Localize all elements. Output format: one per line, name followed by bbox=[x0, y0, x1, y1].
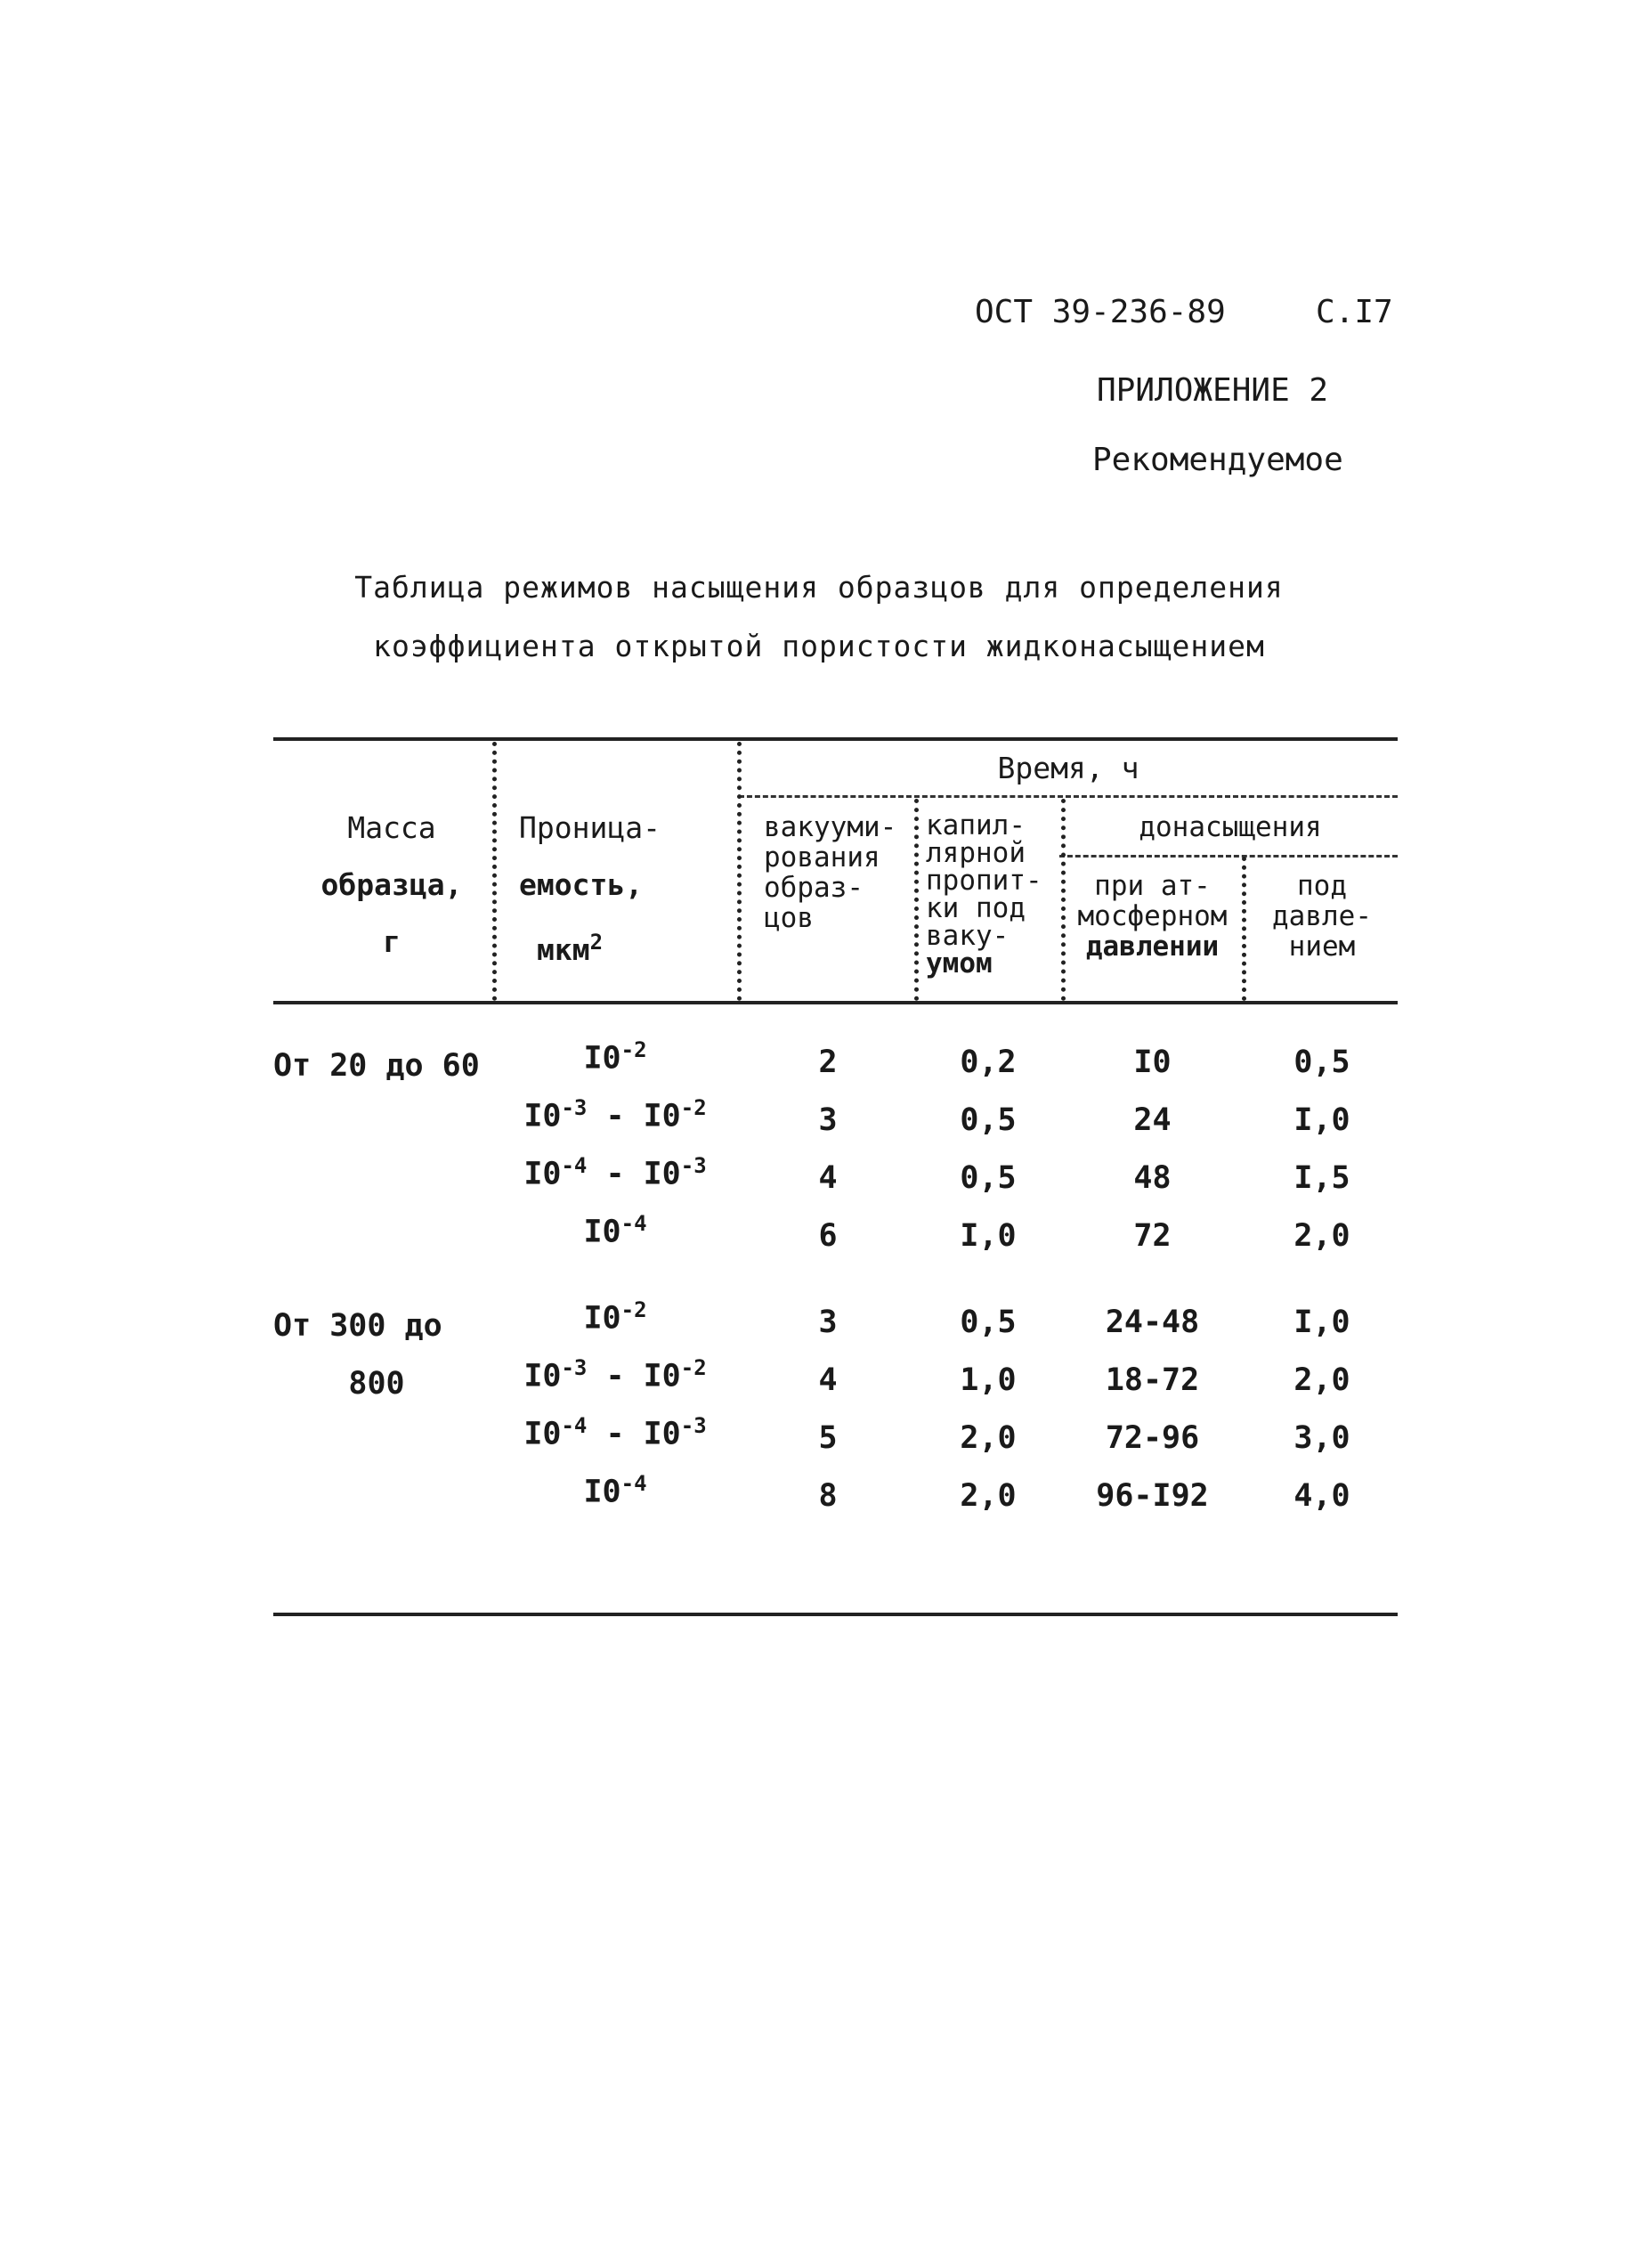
power-exponent: -2 bbox=[680, 1095, 707, 1120]
vac-cell: 3 bbox=[818, 1102, 838, 1138]
press-cell: I,5 bbox=[1293, 1160, 1350, 1196]
permeability-cell bbox=[494, 1471, 736, 1510]
power-exponent: -4 bbox=[620, 1211, 647, 1236]
permeability-cell bbox=[494, 1297, 736, 1337]
header-atmospheric: при ат- мосферном давлении bbox=[1077, 870, 1228, 963]
table-title-line-1: Таблица режимов насыщения образцов для определения bbox=[354, 570, 1284, 605]
atm-cell: 72 bbox=[1133, 1218, 1172, 1254]
power-base: I0 bbox=[643, 1156, 681, 1192]
power-base: I0 bbox=[583, 1214, 621, 1250]
permeability-cell bbox=[494, 1153, 736, 1192]
press-cell: 4,0 bbox=[1293, 1478, 1350, 1514]
col-divider bbox=[492, 742, 497, 1001]
power-exponent: -4 bbox=[620, 1471, 647, 1496]
vac-cell: 3 bbox=[818, 1305, 838, 1340]
vac-cell: 6 bbox=[818, 1218, 838, 1254]
cap-cell: 2,0 bbox=[960, 1478, 1017, 1514]
cap-cell: 0,5 bbox=[960, 1305, 1017, 1340]
press-cell: 3,0 bbox=[1293, 1420, 1350, 1456]
power-base: I0 bbox=[643, 1358, 681, 1394]
appendix-label: ПРИЛОЖЕНИЕ 2 bbox=[1097, 372, 1329, 409]
atm-cell: 24-48 bbox=[1105, 1305, 1200, 1340]
power-base: I0 bbox=[523, 1098, 562, 1134]
cap-cell: 2,0 bbox=[960, 1420, 1017, 1456]
atm-cell: 24 bbox=[1133, 1102, 1172, 1138]
header-mass: Масса образца, г bbox=[320, 810, 463, 959]
time-header-rule bbox=[739, 795, 1398, 798]
mass-line: От 300 до bbox=[273, 1308, 442, 1344]
cap-cell: I,0 bbox=[960, 1218, 1017, 1254]
vac-cell: 5 bbox=[818, 1420, 838, 1456]
power-exponent: -3 bbox=[561, 1095, 588, 1120]
power-base: I0 bbox=[583, 1300, 621, 1337]
power-exponent: -2 bbox=[680, 1355, 707, 1380]
permeability-cell bbox=[494, 1211, 736, 1250]
cap-cell: 0,5 bbox=[960, 1160, 1017, 1196]
table-title-line-2: коэффициента открытой пористости жидконасыщением bbox=[373, 629, 1265, 663]
document-code: ОСТ 39-236-89 bbox=[975, 294, 1226, 330]
saturation-header-rule bbox=[1059, 855, 1398, 858]
mass-cell bbox=[273, 1297, 480, 1413]
press-cell: 2,0 bbox=[1293, 1362, 1350, 1398]
press-cell: 0,5 bbox=[1293, 1045, 1350, 1080]
mass-line: 800 bbox=[348, 1366, 405, 1402]
range-dash: - bbox=[587, 1358, 644, 1394]
power-base: I0 bbox=[523, 1156, 562, 1192]
col-divider bbox=[914, 799, 919, 1001]
power-base: I0 bbox=[583, 1040, 621, 1077]
atm-cell: 18-72 bbox=[1105, 1362, 1200, 1398]
vac-cell: 2 bbox=[818, 1045, 838, 1080]
power-exponent: -3 bbox=[680, 1413, 707, 1438]
atm-cell: 48 bbox=[1133, 1160, 1172, 1196]
table-top-rule bbox=[273, 737, 1398, 741]
permeability-cell bbox=[494, 1355, 736, 1394]
range-dash: - bbox=[587, 1416, 644, 1452]
permeability-cell bbox=[494, 1413, 736, 1452]
power-base: I0 bbox=[643, 1416, 681, 1452]
cap-cell: 0,2 bbox=[960, 1045, 1017, 1080]
vac-cell: 4 bbox=[818, 1160, 838, 1196]
power-exponent: -3 bbox=[561, 1355, 588, 1380]
range-dash: - bbox=[587, 1156, 644, 1192]
header-permeability: Проница- емость, мкм$^2$ bbox=[519, 810, 661, 967]
header-vacuuming: вакууми- рования образ- цов bbox=[764, 811, 897, 934]
power-exponent: -4 bbox=[561, 1153, 588, 1178]
header-capillary: капил- лярной пропит- ки под ваку- умом bbox=[926, 809, 1042, 980]
power-base: I0 bbox=[643, 1098, 681, 1134]
permeability-cell bbox=[494, 1095, 736, 1134]
vac-cell: 4 bbox=[818, 1362, 838, 1398]
range-dash: - bbox=[587, 1098, 644, 1134]
page-number: С.I7 bbox=[1316, 294, 1393, 330]
header-time: Время, ч bbox=[997, 751, 1139, 785]
header-pressure: под давле- нием bbox=[1272, 870, 1372, 963]
header-saturation: донасыщения bbox=[1139, 811, 1322, 843]
cap-cell: 1,0 bbox=[960, 1362, 1017, 1398]
power-base: I0 bbox=[523, 1358, 562, 1394]
power-exponent: -2 bbox=[620, 1297, 647, 1322]
power-exponent: -2 bbox=[620, 1037, 647, 1062]
atm-cell: 72-96 bbox=[1105, 1420, 1200, 1456]
header-bottom-rule bbox=[273, 1001, 1398, 1004]
press-cell: 2,0 bbox=[1293, 1218, 1350, 1254]
vac-cell: 8 bbox=[818, 1478, 838, 1514]
press-cell: I,0 bbox=[1293, 1305, 1350, 1340]
power-base: I0 bbox=[583, 1474, 621, 1510]
mass-line: От 20 до 60 bbox=[273, 1048, 480, 1084]
atm-cell: I0 bbox=[1133, 1045, 1172, 1080]
power-exponent: -3 bbox=[680, 1153, 707, 1178]
power-base: I0 bbox=[523, 1416, 562, 1452]
table-bottom-rule bbox=[273, 1613, 1398, 1616]
mass-cell bbox=[273, 1037, 480, 1095]
permeability-cell bbox=[494, 1037, 736, 1077]
power-exponent: -4 bbox=[561, 1413, 588, 1438]
cap-cell: 0,5 bbox=[960, 1102, 1017, 1138]
press-cell: I,0 bbox=[1293, 1102, 1350, 1138]
atm-cell: 96-I92 bbox=[1096, 1478, 1209, 1514]
appendix-status: Рекомендуемое bbox=[1092, 442, 1343, 478]
